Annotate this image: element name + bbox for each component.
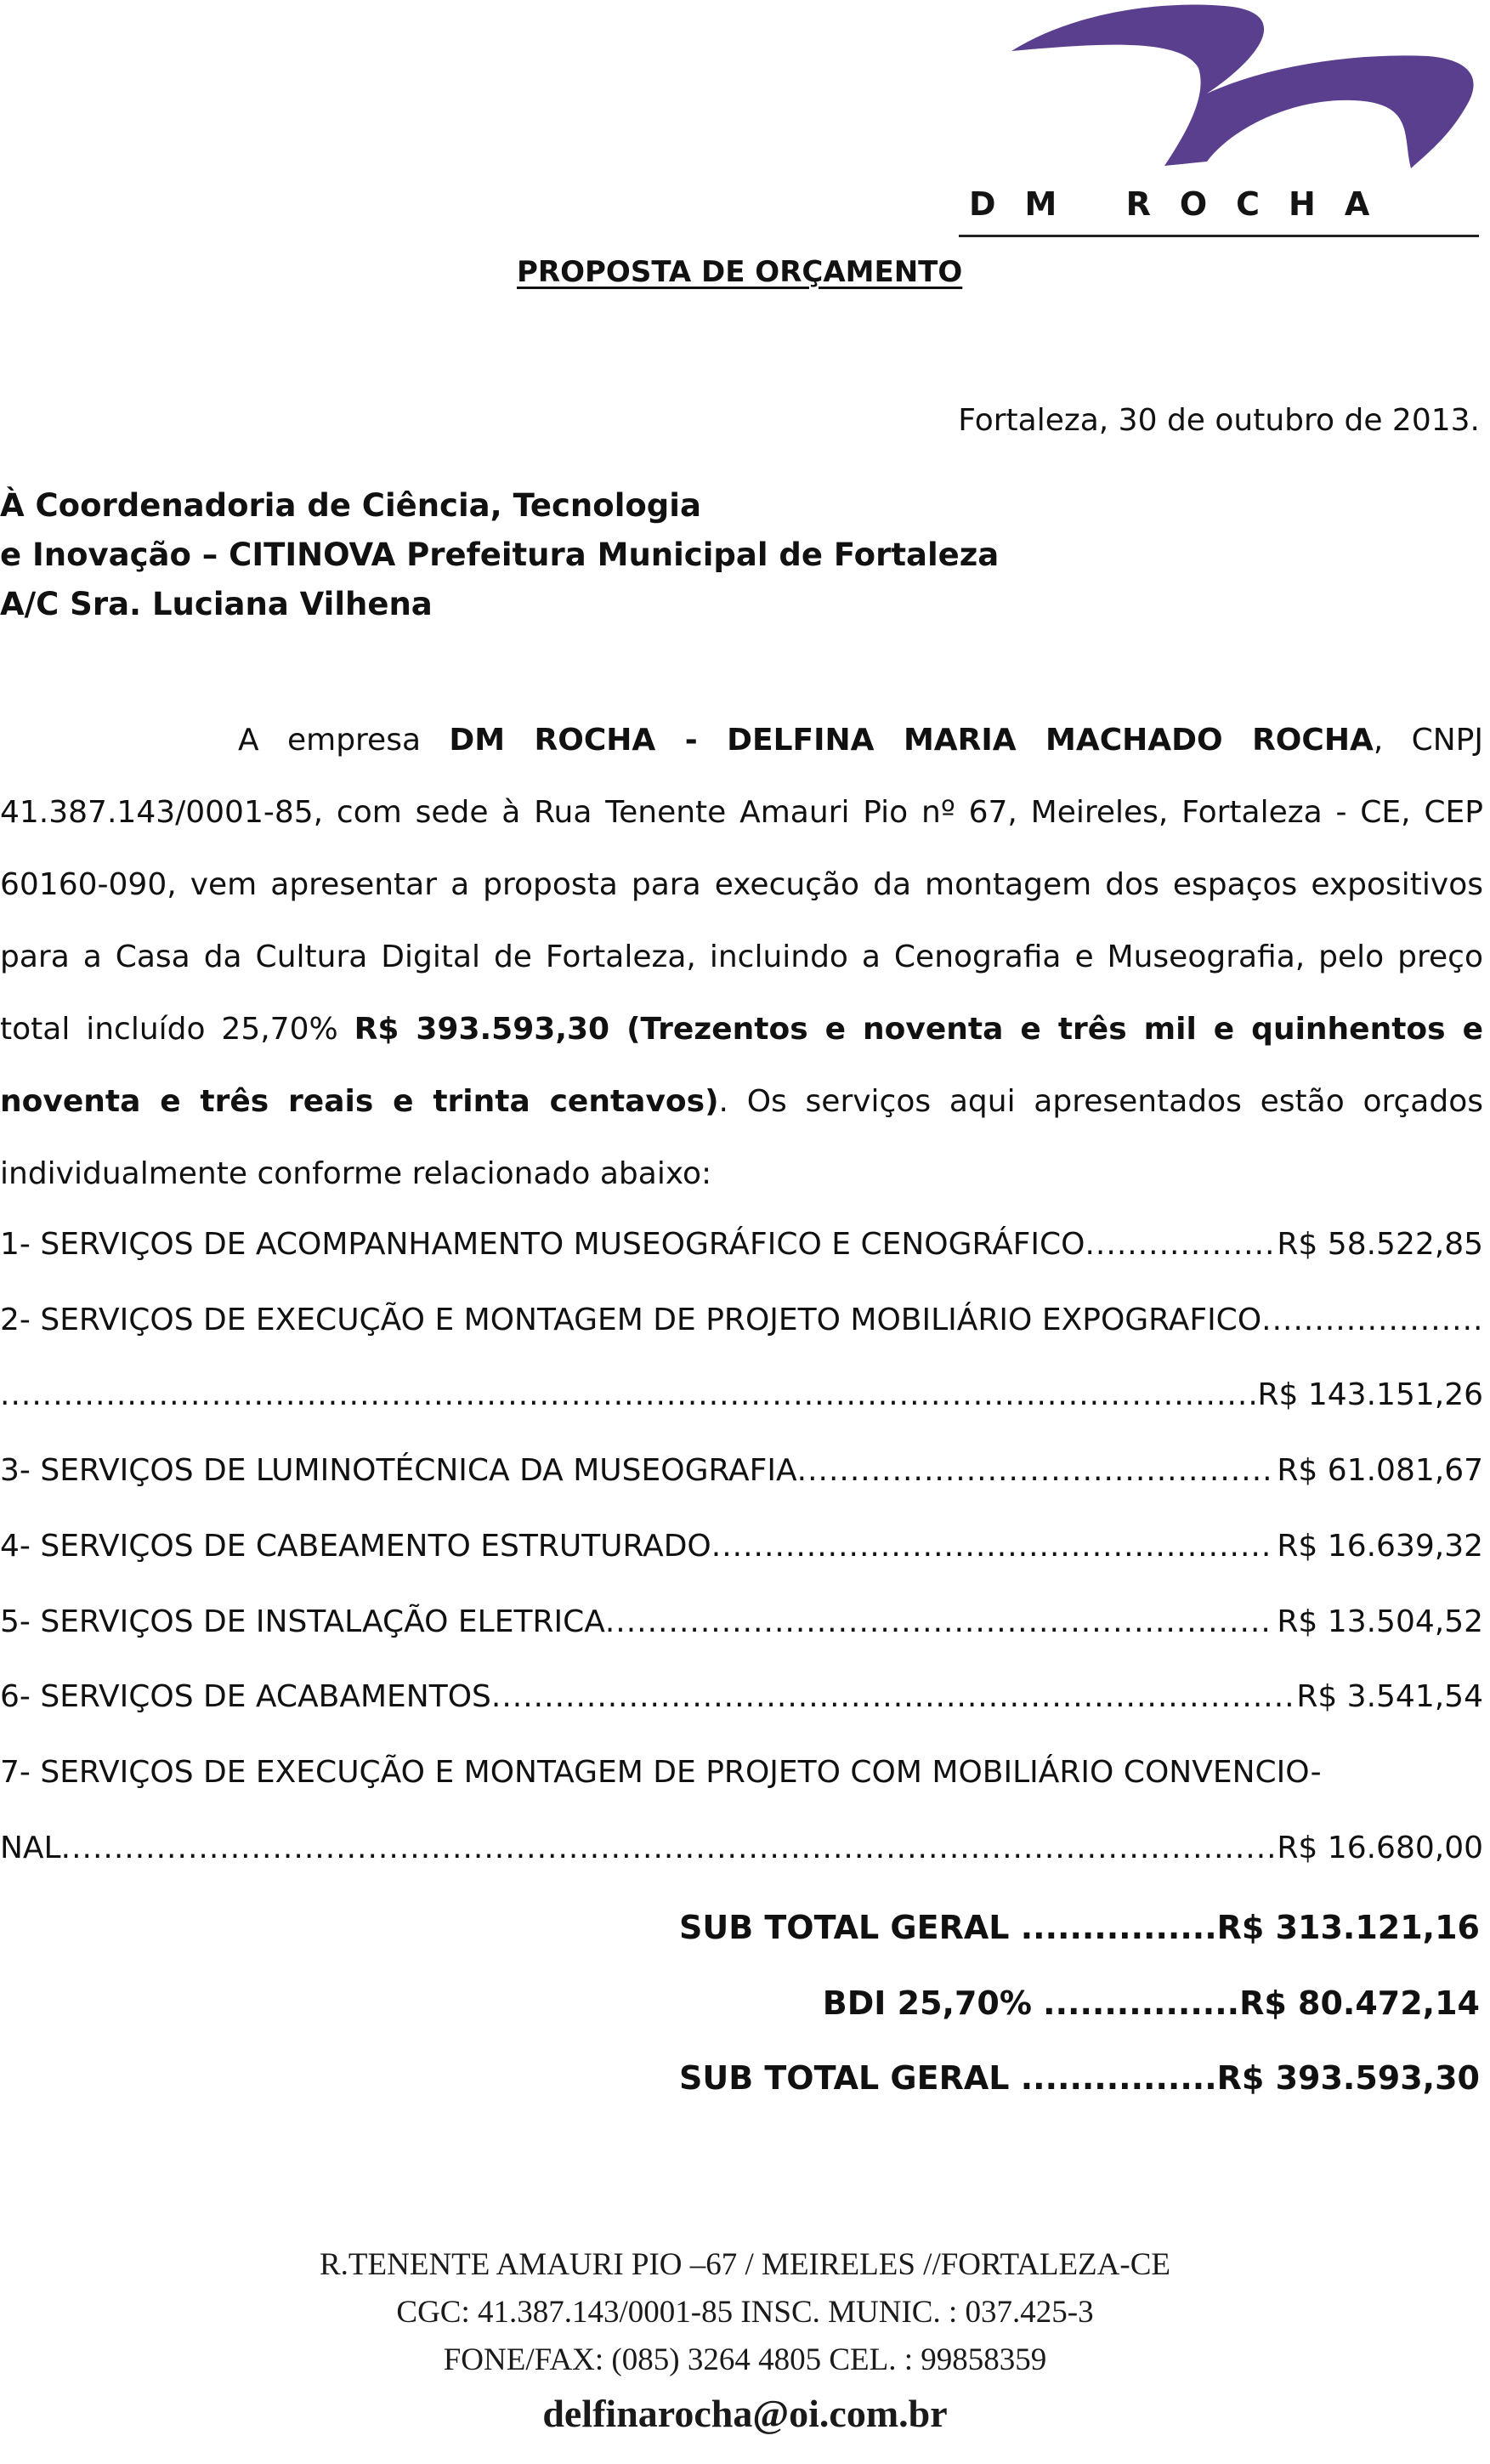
item-amount: R$ 61.081,67 bbox=[1277, 1453, 1483, 1488]
subtotal-line: SUB TOTAL GERAL ................R$ 313.121,16 bbox=[678, 1909, 1480, 1946]
footer-address: R.TENENTE AMAURI PIO –67 / MEIRELES //FORTALEZA-CE bbox=[320, 2247, 1170, 2282]
item-amount: R$ 58.522,85 bbox=[1277, 1227, 1483, 1262]
item-amount: R$ 16.680,00 bbox=[1277, 1831, 1483, 1865]
footer-ids: CGC: 41.387.143/0001-85 INSC. MUNIC. : 037.425-3 bbox=[396, 2295, 1094, 2330]
item-label: 4- SERVIÇOS DE CABEAMENTO ESTRUTURADO bbox=[0, 1529, 711, 1564]
list-item bbox=[0, 1755, 1483, 1797]
document-title: PROPOSTA DE ORÇAMENTO bbox=[517, 255, 963, 289]
addressee-block bbox=[0, 481, 999, 629]
list-item bbox=[0, 1227, 1483, 1269]
addressee-line: A/C Sra. Luciana Vilhena bbox=[0, 586, 433, 622]
total-amount-text: R$ 393.593,30 (Trezentos e noventa e três mil e quinhentos e noventa e três reais e trinta centavos) bbox=[0, 1012, 1483, 1119]
item-label: 2- SERVIÇOS DE EXECUÇÃO E MONTAGEM DE PROJETO MOBILIÁRIO EXPOGRAFICO bbox=[0, 1303, 1262, 1337]
footer-phone: FONE/FAX: (085) 3264 4805 CEL. : 99858359 bbox=[443, 2342, 1047, 2377]
item-amount: R$ 13.504,52 bbox=[1277, 1604, 1483, 1639]
body-text-end: . Os serviços aqui apresentados estão orçados individualmente conforme relacionado abaixo: bbox=[0, 1084, 1483, 1191]
item-amount: R$ 3.541,54 bbox=[1296, 1679, 1483, 1714]
item-label: 3- SERVIÇOS DE LUMINOTÉCNICA DA MUSEOGRAFIA bbox=[0, 1453, 797, 1488]
item-amount: R$ 143.151,26 bbox=[1257, 1377, 1483, 1412]
logo-swoosh-icon bbox=[952, 0, 1479, 183]
list-item bbox=[0, 1529, 1483, 1571]
body-intro: A empresa bbox=[238, 723, 450, 758]
bdi-line: BDI 25,70% ................R$ 80.472,14 bbox=[822, 1984, 1480, 2022]
item-label: NAL bbox=[0, 1831, 61, 1865]
item-label: 5- SERVIÇOS DE INSTALAÇÃO ELETRICA bbox=[0, 1604, 605, 1639]
list-item bbox=[0, 1453, 1483, 1496]
total-line: SUB TOTAL GERAL ................R$ 393.593,30 bbox=[678, 2059, 1480, 2097]
list-item bbox=[0, 1303, 1483, 1345]
document-date: Fortaleza, 30 de outubro de 2013. bbox=[958, 403, 1480, 438]
addressee-line: e Inovação – CITINOVA Prefeitura Municipal de Fortaleza bbox=[0, 537, 1000, 573]
item-label: 7- SERVIÇOS DE EXECUÇÃO E MONTAGEM DE PROJETO COM MOBILIÁRIO CONVENCIO- bbox=[0, 1755, 1322, 1790]
footer-email: delfinarocha@oi.com.br bbox=[542, 2392, 948, 2435]
list-item bbox=[0, 1679, 1483, 1722]
item-label: 6- SERVIÇOS DE ACABAMENTOS bbox=[0, 1679, 491, 1714]
item-amount: R$ 16.639,32 bbox=[1277, 1529, 1483, 1564]
logo-wordmark: DM ROCHA bbox=[969, 185, 1399, 223]
list-item bbox=[0, 1377, 1483, 1420]
addressee-line: À Coordenadoria de Ciência, Tecnologia bbox=[0, 487, 701, 524]
list-item bbox=[0, 1831, 1483, 1873]
list-item bbox=[0, 1604, 1483, 1647]
company-logo bbox=[952, 0, 1479, 247]
proposal-paragraph bbox=[0, 704, 1483, 1210]
logo-underline bbox=[959, 235, 1479, 237]
body-text: , CNPJ 41.387.143/0001-85, com sede à Rua Tenente Amauri Pio nº 67, Meireles, Fortaleza - CE, CEP 60160-090, vem apresentar a proposta para execução da montagem dos espaços expositivos para a Casa da Cultura Digital de Fortaleza, incluindo a Cenografia e Museografia, pelo preço total incluído 25,70% bbox=[0, 723, 1484, 1047]
item-label: 1- SERVIÇOS DE ACOMPANHAMENTO MUSEOGRÁFICO E CENOGRÁFICO bbox=[0, 1227, 1085, 1262]
company-name: DM ROCHA - DELFINA MARIA MACHADO ROCHA bbox=[449, 723, 1374, 758]
